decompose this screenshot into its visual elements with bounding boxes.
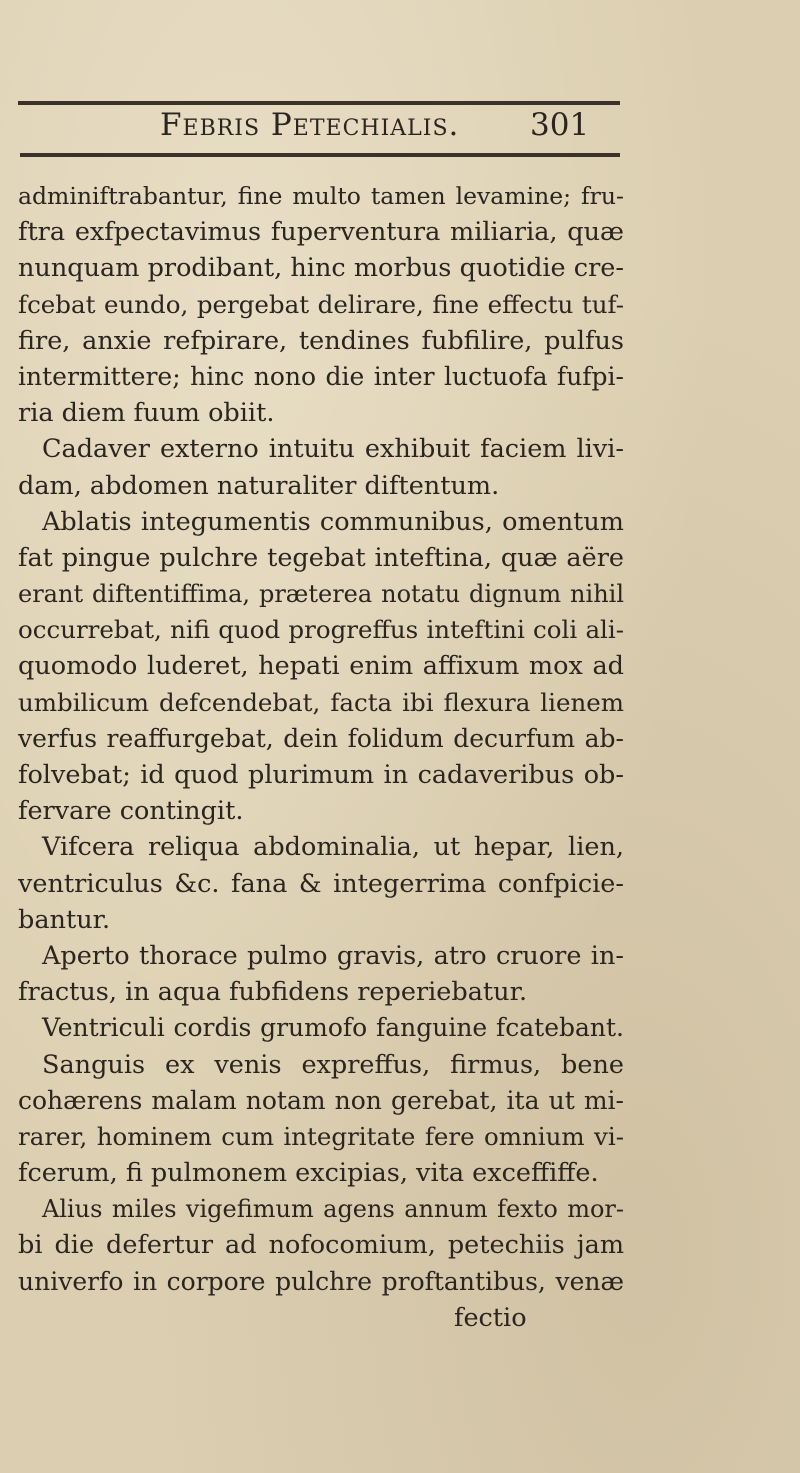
running-title: Febris Petechialis. xyxy=(160,107,460,143)
text-line: umbilicum defcendebat, facta ibi flexura lienem xyxy=(18,687,624,717)
paragraph-start: Sanguis ex venis expreffus, firmus, bene xyxy=(42,1049,624,1080)
text-line: nunquam prodibant, hinc morbus quotidie cre- xyxy=(18,253,624,284)
header-rule-bottom xyxy=(20,153,620,157)
text-line: fat pingue pulchre tegebat inteftina, quæ aëre xyxy=(18,542,624,573)
paragraph-start: Aperto thorace pulmo gravis, atro cruore in- xyxy=(42,940,624,971)
text-line: univerfo in corpore pulchre proftantibus, venæ xyxy=(18,1266,624,1296)
text-line: dam, abdomen naturaliter diftentum. xyxy=(18,470,500,501)
paragraph-start: Alius miles vigefimum agens annum fexto mor- xyxy=(42,1195,624,1224)
text-line: bi die defertur ad nofocomium, petechiis jam xyxy=(18,1230,624,1261)
page-number: 301 xyxy=(530,107,590,143)
text-line: fire, anxie refpirare, tendines fubfilire, pulfus xyxy=(18,325,624,356)
text-line: ventriculus &c. fana & integerrima confpicie- xyxy=(18,868,624,899)
text-line: adminiftrabantur, fine multo tamen levamine; fru- xyxy=(18,182,624,210)
paragraph-start: Ventriculi cordis grumofo fanguine fcatebant. xyxy=(42,1013,624,1043)
paragraph-start: Vifcera reliqua abdominalia, ut hepar, lien, xyxy=(42,832,624,863)
catchword: fectio xyxy=(454,1302,527,1333)
text-line: occurrebat, nifi quod progreffus inteftini coli ali- xyxy=(18,615,624,645)
text-line: fractus, in aqua fubfidens reperiebatur. xyxy=(18,977,528,1008)
text-line: erant diftentiffima, præterea notatu dignum nihil xyxy=(18,580,624,609)
page-header xyxy=(0,103,640,151)
text-line: fervare contingit. xyxy=(18,796,244,827)
text-line: bantur. xyxy=(18,904,111,935)
text-line: folvebat; id quod plurimum in cadaveribus ob- xyxy=(18,760,624,790)
paragraph-start: Ablatis integumentis communibus, omentum xyxy=(42,506,624,537)
body-text xyxy=(18,178,624,1336)
text-line: verfus reaffurgebat, dein folidum decurfum ab- xyxy=(18,723,624,753)
text-line: fcebat eundo, pergebat delirare, fine effectu tuf- xyxy=(18,289,624,319)
text-line: rarer, hominem cum integritate fere omnium vi- xyxy=(18,1121,624,1151)
text-line: intermittere; hinc nono die inter luctuofa fufpi- xyxy=(18,361,624,391)
text-line: quomodo luderet, hepati enim affixum mox ad xyxy=(18,651,624,682)
text-line: fcerum, fi pulmonem excipias, vita exceffiffe. xyxy=(18,1158,599,1189)
text-line: ftra exfpectavimus fuperventura miliaria, quæ xyxy=(18,217,624,248)
paragraph-start: Cadaver externo intuitu exhibuit faciem livi- xyxy=(42,434,624,465)
text-line: ria diem fuum obiit. xyxy=(18,398,275,429)
text-line: cohærens malam notam non gerebat, ita ut mi- xyxy=(18,1085,624,1115)
